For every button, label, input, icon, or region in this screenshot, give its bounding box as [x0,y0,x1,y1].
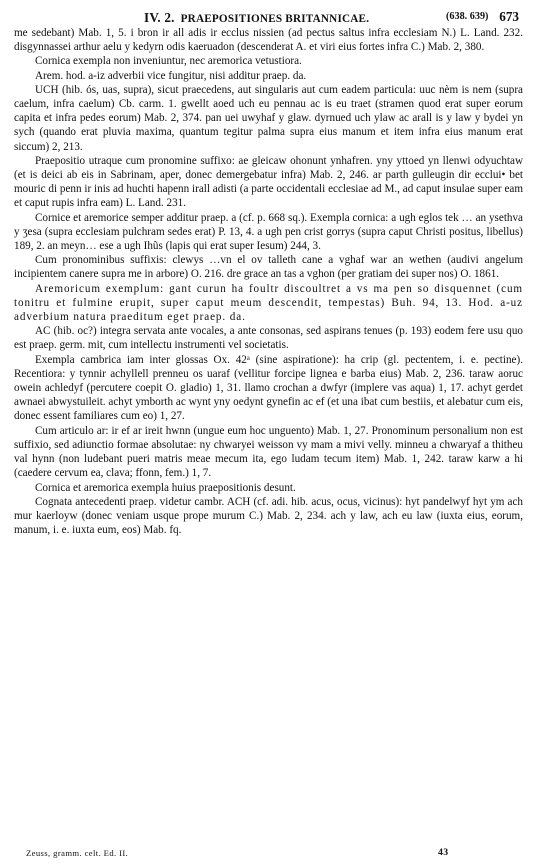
page-number: 673 [499,9,519,24]
page-footer [26,848,466,858]
paragraph: Cognata antecedenti praep. videtur cambr. ACH (cf. adi. hib. acus, ocus, vicinus): hyt pandelwyf hyt ym ach mur kaerloyw (donec veniam usque prope murum C.) Mab. 2, 234. ach y law, ach eu law (iuxta eius, eorum, manum, i. e. iuxta eum, eos) Mab. fq. [14,495,523,537]
paragraph: Arem. hod. a-iz adverbii vice fungitur, nisi additur praep. da. [35,69,307,82]
running-header [14,6,523,26]
paragraph: Cornica et aremorica exempla huius praepositionis desunt. [35,481,296,494]
header-title-group [144,10,369,26]
paragraph: Cum articulo ar: ir ef ar ireit hwnn (ungue eum hoc unguento) Mab. 1, 27. Pronominum personalium non est suffixio, sed adiunctio formae absolutae: ny chwaryei weisson vy mam a mivi velly. minneu a chwaryaf a thitheu val hynn (non ludebant pueri matris meae mecum ita, ego ludam tecum item) Mab. 1, 242. taraw karw a hi (caedere cervum ea, clava; ffonn, fem.) 1, 7. [14,424,523,480]
paragraph: UCH (hib. ós, uas, supra), sicut praecedens, aut singularis aut cum eadem particula: uuc nèm is nem (supra caelum, infra caelum) Cb. carm. 1. gwellt aoed uch eu pennau ac is eu traet (stramen quod erat super eorum capita et infra pedes eorum) Mab. 2, 374. pan uei uwyhaf y glaw. dyrnued uch ylaw ac arall is y law y bydei yn sych (quando erat pluvia maxima, quantum tegitur palma supra eius manum et item infra eius manum erat siccum) 2, 213. [14,83,523,153]
body-text [14,26,523,537]
section-reference: (638. 639) [446,11,489,22]
paragraph: Cornice et aremorice semper additur praep. a (cf. p. 668 sq.). Exempla cornica: a ugh eglos tek … an ysethva y ʒesa (supra ecclesiam pulchram sedes erat) P. 13, 4. a ugh pen crist gorrys (supra caput Christi positus, libellus) 189, 2. an meyn… ese a ugh Ihũs (lapis qui erat super Iesum) 244, 3. [14,211,523,253]
paragraph: Exempla cambrica iam inter glossas Ox. 42ᵃ (sine aspiratione): ha crip (gl. pectentem, i. e. pectine). Recentiora: y tynnir achyllell prenneu os uaraf (vellitur forcipe lignea e barba eius) Mab. 2, 236. taraw aoruc owein achledyf (percutere coepit O. gladio) 1, 31. llamo crochan a dwfyr (implere vas aqua) 1, 17. achyt gerdet awnaei abwystuileit. achyt ymborth ac wynt yny oedynt gynefin ac ef (et una ibat cum bestiis, et alebatur cum eis, donec essent familiares cum eo) 1, 27. [14,353,523,423]
running-title: PRAEPOSITIONES BRITANNICAE. [180,13,370,25]
paragraph: AC (hib. oc?) integra servata ante vocales, a ante consonas, sed aspirans tenues (p. 193) eodem fere usu quo est praep. germ. mit, cum intellectu instrumenti vel societatis. [14,325,523,352]
paragraph: Cornica exempla non inveniuntur, nec aremorica vetustiora. [35,55,302,68]
paragraph: Cum pronominibus suffixis: clewys …vn el ov talleth cane a vghaf war an wethen (audivi angelum incipientem canere supra me in arbore) O. 216. dre grace an tas a vghon (per gratiam dei super nos) O. 1861. [14,254,523,281]
signature-mark: 43 [438,847,449,858]
paragraph: Praepositio utraque cum pronomine suffixo: ae gleicaw ohonunt ynhafren. yny yttoed yn llenwi odyuchtaw (et is deici ab eis in Sabrinam, aper, donec demergebatur infra) Mab. 2, 246. ar parth gulleugin dir ecclui• bet mouric di penn ir inis ad huchti hapenn irall adisti (a parte occidentali ecclesiae ad M., ad caput insulae super eam et caput rupis infra eam) L. Land. 231. [14,154,523,210]
chapter-number: IV. 2. [144,10,175,25]
paragraph: me sedebant) Mab. 1, 5. i bron ir all adis ir ecclus nissien (ad pectus saltus infra ecclesiam N.) L. Land. 232. disgynnassei arthur aelu y kedyrn odis kaeruadon (descenderat A. et viri eius fortes infra C.) Mab. 2, 380. [14,27,523,54]
paragraph: Aremoricum exemplum: gant curun ha foultr discoultret a vs ma pen so disquennet (cum tonitru et fulmine erupit, super caput meum descendit, tempestas) Buh. 94, 13. Hod. a-uz adverbium natura praeditum eget praep. da. [14,282,523,324]
footer-imprint: Zeuss, gramm. celt. Ed. II. [26,848,129,858]
